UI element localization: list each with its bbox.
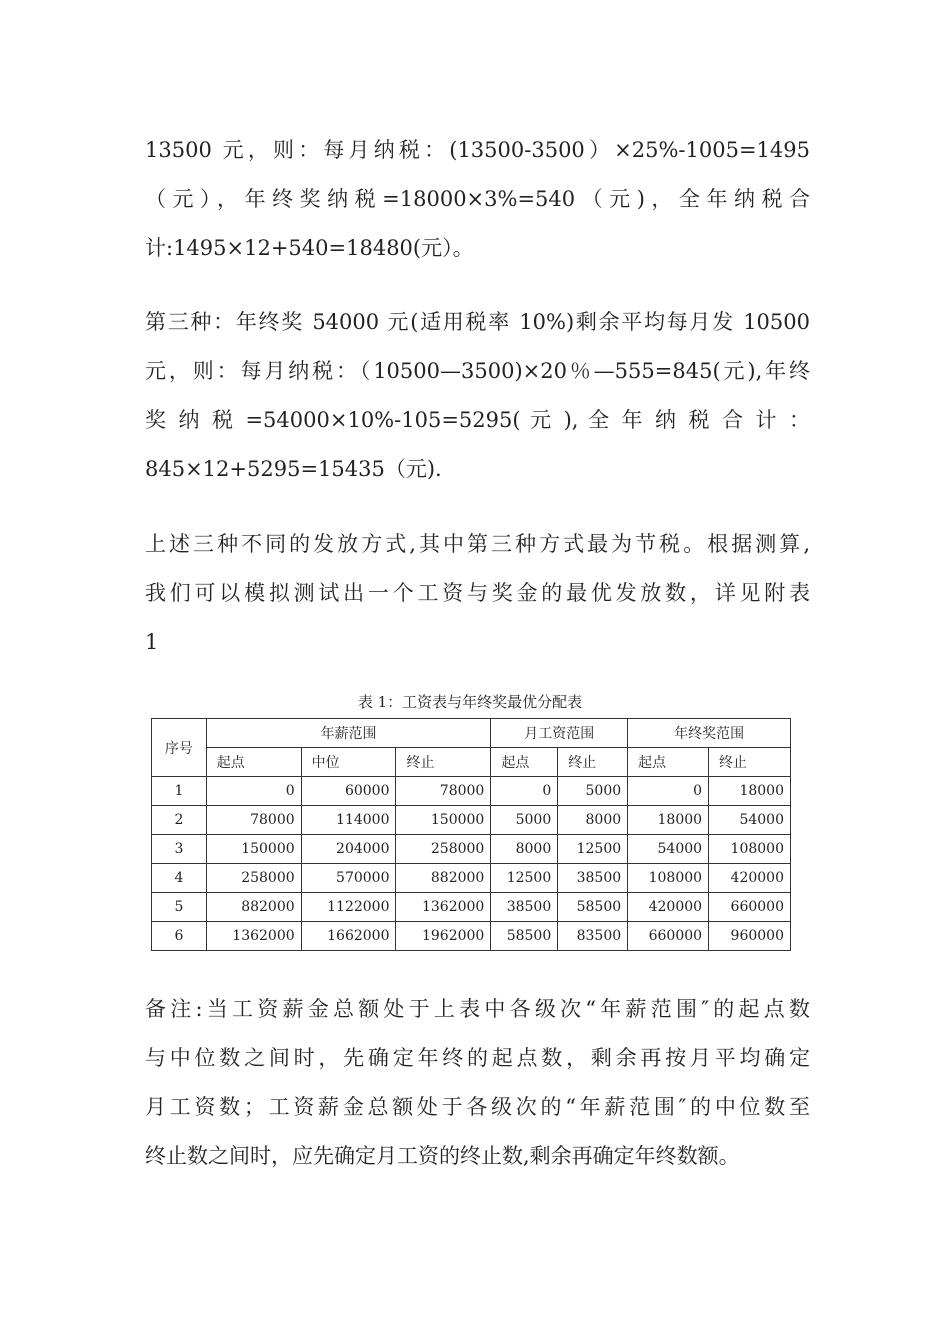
text-line: （元），年终奖纳税=18000×3%=540（元)，全年纳税合 <box>145 187 810 211</box>
table-cell: 0 <box>628 777 709 806</box>
table-cell: 0 <box>491 777 558 806</box>
table-row <box>152 777 791 806</box>
header-monthly-range: 月工资范围 <box>491 719 628 748</box>
text-line: 终止数之间时，应先确定月工资的终止数,剩余再确定年终数额。 <box>145 1144 740 1168</box>
table-cell: 2 <box>152 806 207 835</box>
text-line: 我们可以模拟测试出一个工资与奖金的最优发放数，详见附表 <box>145 581 810 605</box>
table-cell: 1122000 <box>301 893 396 922</box>
table-cell: 8000 <box>558 806 628 835</box>
table-cell: 5000 <box>491 806 558 835</box>
table-cell: 108000 <box>709 835 791 864</box>
subheader-cell: 终止 <box>396 748 491 777</box>
text-line: 第三种：年终奖 54000 元(适用税率 10%)剩余平均每月发 10500 <box>145 310 810 334</box>
header-seq: 序号 <box>152 719 207 777</box>
table-cell: 108000 <box>628 864 709 893</box>
table-cell: 4 <box>152 864 207 893</box>
table-cell: 570000 <box>301 864 396 893</box>
paragraph-note <box>145 985 810 1181</box>
table-cell: 8000 <box>491 835 558 864</box>
text-line: 计:1495×12+540=18480(元）。 <box>145 236 474 260</box>
table-cell: 882000 <box>206 893 301 922</box>
table-cell: 54000 <box>709 806 791 835</box>
table-cell: 18000 <box>628 806 709 835</box>
table-cell: 1362000 <box>396 893 491 922</box>
table-cell: 150000 <box>396 806 491 835</box>
text-line: 与中位数之间时，先确定年终的起点数，剩余再按月平均确定 <box>145 1046 810 1070</box>
table-cell: 58500 <box>558 893 628 922</box>
table-cell: 12500 <box>491 864 558 893</box>
text-line: 上述三种不同的发放方式,其中第三种方式最为节税。根据测算, <box>145 532 810 556</box>
table-cell: 6 <box>152 922 207 951</box>
text-line: 1 <box>145 630 159 654</box>
subheader-cell: 起点 <box>206 748 301 777</box>
table-cell: 54000 <box>628 835 709 864</box>
table-cell: 83500 <box>558 922 628 951</box>
table-caption: 表 1：工资表与年终奖最优分配表 <box>357 693 583 711</box>
text-line: 月工资数；工资薪金总额处于各级次的“年薪范围″的中位数至 <box>145 1095 810 1119</box>
table-cell: 258000 <box>206 864 301 893</box>
header-annual-range: 年薪范围 <box>206 719 491 748</box>
text-line: 元，则：每月纳税：（10500—3500)×20％—555=845(元),年终 <box>145 359 810 383</box>
table-row <box>152 835 791 864</box>
table-cell: 18000 <box>709 777 791 806</box>
table-cell: 0 <box>206 777 301 806</box>
text-line: 845×12+5295=15435（元). <box>145 457 442 481</box>
subheader-cell: 起点 <box>628 748 709 777</box>
table-row <box>152 893 791 922</box>
table-cell: 78000 <box>206 806 301 835</box>
table-cell: 38500 <box>558 864 628 893</box>
table-row <box>152 806 791 835</box>
subheader-cell: 起点 <box>491 748 558 777</box>
text-line: 备注:当工资薪金总额处于上表中各级次“年薪范围″的起点数 <box>145 997 810 1021</box>
subheader-cell: 终止 <box>558 748 628 777</box>
table-cell: 420000 <box>709 864 791 893</box>
table-cell: 258000 <box>396 835 491 864</box>
text-line: 13500 元，则：每月纳税：(13500-3500）×25%-1005=1495 <box>145 138 810 162</box>
subheader-cell: 终止 <box>709 748 791 777</box>
table-cell: 204000 <box>301 835 396 864</box>
table-cell: 60000 <box>301 777 396 806</box>
table-cell: 58500 <box>491 922 558 951</box>
table-cell: 12500 <box>558 835 628 864</box>
table-cell: 5 <box>152 893 207 922</box>
table-header-row <box>152 719 791 748</box>
table-cell: 1362000 <box>206 922 301 951</box>
paragraph-calc-third <box>145 298 810 494</box>
subheader-cell: 中位 <box>301 748 396 777</box>
table-cell: 3 <box>152 835 207 864</box>
table-cell: 660000 <box>709 893 791 922</box>
table-cell: 660000 <box>628 922 709 951</box>
table-cell: 420000 <box>628 893 709 922</box>
table-subheader-row <box>152 748 791 777</box>
paragraph-calc-second <box>145 126 810 273</box>
table-cell: 78000 <box>396 777 491 806</box>
table-row <box>152 922 791 951</box>
table-cell: 882000 <box>396 864 491 893</box>
table-cell: 114000 <box>301 806 396 835</box>
table-cell: 960000 <box>709 922 791 951</box>
table-cell: 5000 <box>558 777 628 806</box>
table-cell: 1662000 <box>301 922 396 951</box>
salary-bonus-table <box>151 718 791 951</box>
table-cell: 1962000 <box>396 922 491 951</box>
header-bonus-range: 年终奖范围 <box>628 719 791 748</box>
table-cell: 38500 <box>491 893 558 922</box>
table-cell: 1 <box>152 777 207 806</box>
paragraph-summary <box>145 520 810 667</box>
text-line: 奖 纳 税 =54000×10%-105=5295( 元 ), 全 年 纳 税 合 计 ： <box>145 408 810 432</box>
table-row <box>152 864 791 893</box>
table-cell: 150000 <box>206 835 301 864</box>
